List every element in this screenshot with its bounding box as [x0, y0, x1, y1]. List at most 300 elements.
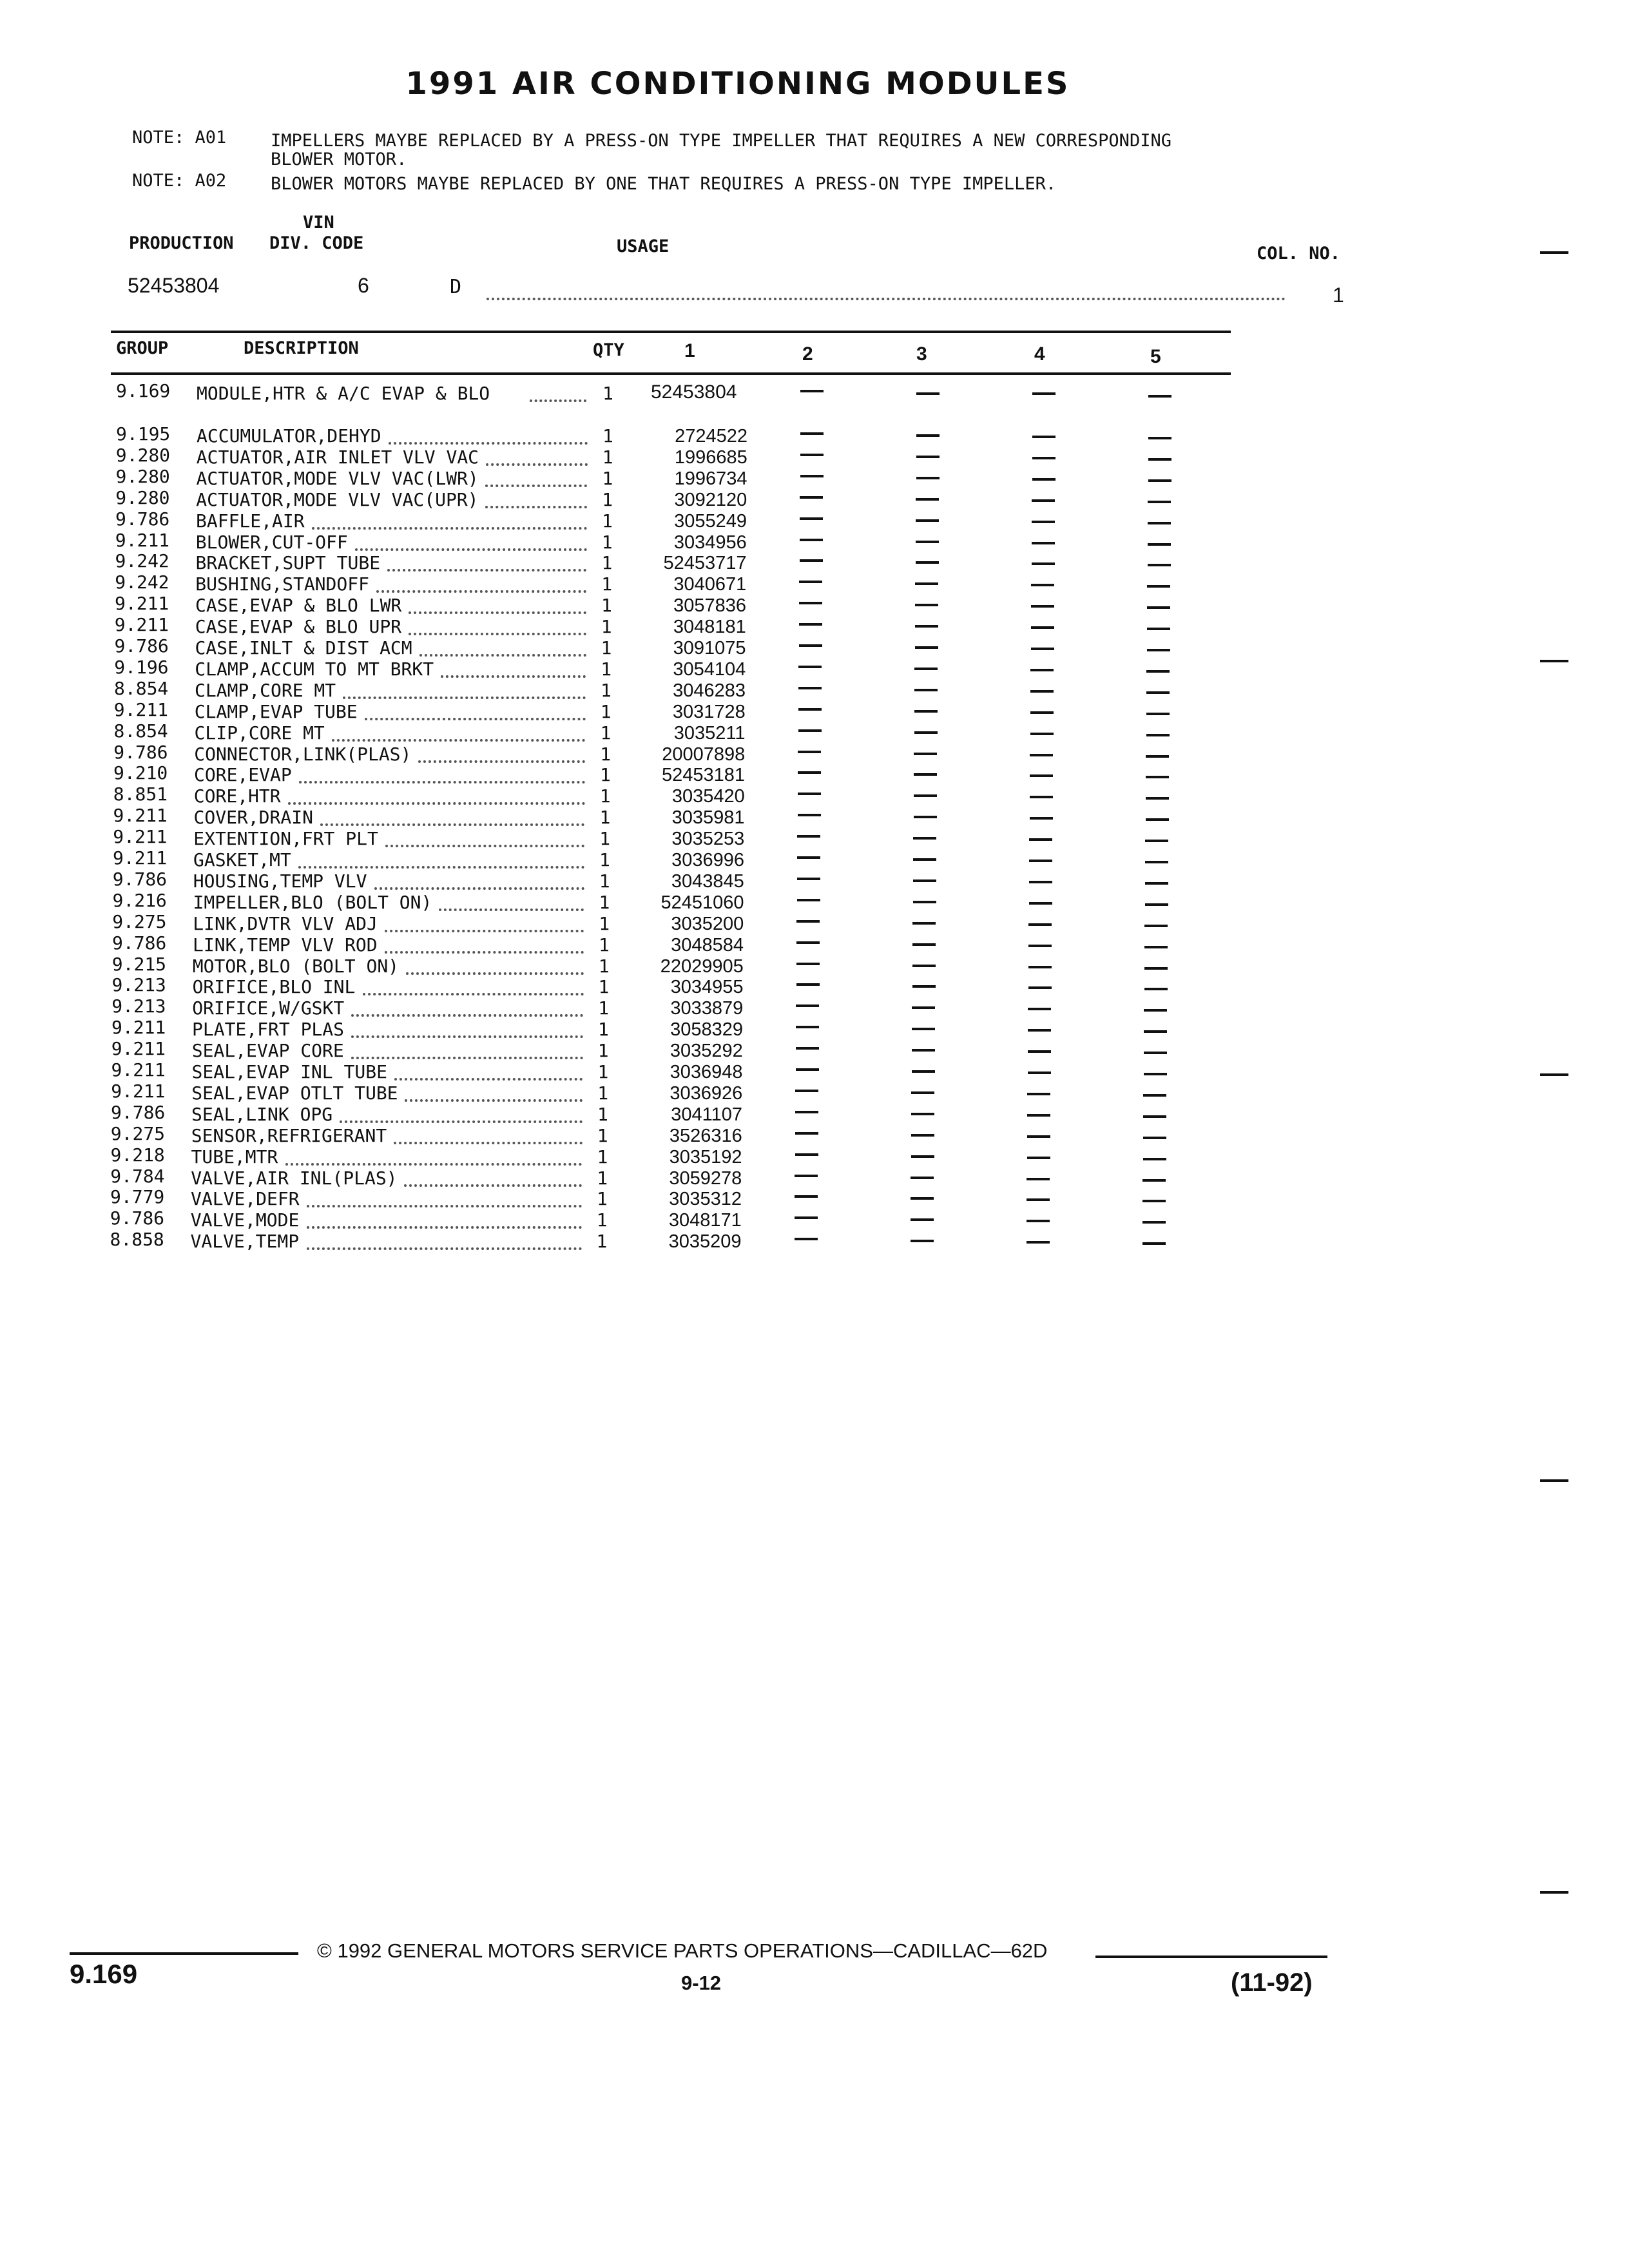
row-col2-dash: [798, 793, 821, 795]
row-leader-dots: [409, 609, 586, 614]
row-col2-dash: [800, 559, 823, 562]
row-group: 9.211: [113, 847, 168, 869]
row-col4-dash: [1028, 923, 1052, 926]
row-description: SEAL,EVAP INL TUBE: [191, 1061, 387, 1082]
row-col5-dash: [1148, 458, 1171, 461]
row-description: CORE,HTR: [193, 785, 281, 807]
row-col3-dash: [911, 1240, 934, 1242]
row-col5-dash: [1144, 1073, 1167, 1075]
row-col4-dash: [1032, 436, 1055, 438]
row-group: 9.242: [115, 572, 169, 593]
row-col5-dash: [1144, 1009, 1167, 1012]
row-leader-dots: [385, 927, 584, 932]
column-number: 1: [1333, 284, 1344, 307]
row-part-number: 3036996: [671, 850, 744, 870]
row-group: 9.786: [112, 868, 168, 890]
col3-header: 3: [916, 343, 927, 365]
row-group: 9.211: [111, 1059, 166, 1081]
col2-header: 2: [802, 343, 813, 365]
row-leader-dots: [419, 651, 586, 657]
row-col3-dash: [911, 1177, 934, 1179]
row-leader-dots: [485, 482, 587, 487]
row-qty: 1: [599, 807, 611, 829]
row-description: CASE,EVAP & BLO LWR: [195, 595, 402, 617]
row-description: VALVE,MODE: [190, 1209, 300, 1231]
row-col2-dash: [795, 1153, 818, 1156]
row-part-number: 52453181: [661, 765, 745, 786]
row-col5-dash: [1148, 437, 1171, 439]
row-col2-dash: [799, 581, 822, 583]
row-qty: 1: [601, 573, 613, 595]
row-col5-dash: [1147, 628, 1170, 630]
row-col2-dash: [800, 539, 823, 541]
row-col2-dash: [797, 856, 820, 859]
row-group: 9.786: [111, 1101, 166, 1123]
row-col4-dash: [1028, 986, 1052, 989]
row-col4-dash: [1028, 945, 1052, 947]
row-leader-dots: [355, 546, 587, 551]
usage-leader-dots: [487, 295, 1286, 300]
row-col5-dash: [1148, 543, 1171, 546]
row-qty: 1: [598, 976, 610, 998]
row-part-number: 20007898: [662, 744, 746, 765]
row-col3-dash: [913, 901, 936, 903]
vin-code: D: [450, 276, 462, 298]
row-col3-dash: [913, 879, 936, 882]
row-col2-dash: [796, 1047, 819, 1050]
vin-header: VIN: [303, 213, 334, 233]
row-col2-dash: [800, 496, 823, 499]
row-col3-dash: [915, 625, 938, 628]
row-part-number: 3046283: [673, 680, 746, 701]
row-col4-dash: [1028, 1072, 1051, 1074]
note-a01-text-cont: BLOWER MOTOR.: [271, 149, 407, 169]
row-col2-dash: [796, 1068, 819, 1071]
row-qty: 1: [600, 743, 612, 765]
row-qty: 1: [599, 870, 610, 892]
row-leader-dots: [365, 715, 586, 720]
row-col4-dash: [1027, 1178, 1050, 1180]
row-part-number: 3055249: [674, 510, 747, 532]
row-col5-dash: [1146, 691, 1170, 694]
edge-mark: [1540, 660, 1568, 662]
row-part-number: 3033879: [670, 998, 744, 1019]
row-col2-dash: [795, 1216, 818, 1219]
col4-header: 4: [1034, 343, 1045, 365]
main-row-leader: [530, 397, 586, 402]
row-col5-dash: [1143, 1137, 1166, 1139]
row-col2-dash: [797, 899, 820, 901]
row-col4-dash: [1028, 1029, 1051, 1032]
row-description: HOUSING,TEMP VLV: [193, 870, 367, 892]
row-col3-dash: [916, 541, 939, 543]
footer-section-code: 9.169: [70, 1959, 138, 1989]
row-col2-dash: [798, 771, 821, 774]
row-col2-dash: [800, 454, 824, 456]
row-col4-dash: [1031, 626, 1054, 629]
row-col3-dash: [911, 1113, 934, 1115]
row-leader-dots: [320, 821, 584, 826]
row-col2-dash: [799, 644, 822, 647]
row-description: BRACKET,SUPT TUBE: [195, 552, 381, 574]
row-col4-dash: [1027, 1114, 1050, 1117]
row-group: 9.211: [115, 593, 169, 615]
footer-left-rule: [70, 1952, 298, 1955]
note-a01-label: NOTE: A01: [132, 128, 227, 148]
row-qty: 1: [602, 467, 613, 489]
row-col3-dash: [914, 710, 938, 713]
row-col4-dash: [1028, 1008, 1051, 1010]
row-qty: 1: [601, 679, 612, 701]
row-col4-dash: [1032, 499, 1055, 502]
footer-page-number: 9-12: [681, 1972, 722, 1994]
row-col4-dash: [1031, 605, 1054, 608]
edge-mark: [1540, 1073, 1568, 1076]
table-top-rule: [111, 331, 1231, 333]
row-description: GASKET,MT: [193, 849, 291, 870]
row-qty: 1: [597, 1167, 608, 1189]
row-description: BAFFLE,AIR: [196, 510, 305, 532]
row-col4-dash: [1027, 1093, 1050, 1095]
row-col3-dash: [915, 604, 938, 606]
main-row-qty: 1: [602, 383, 613, 404]
row-part-number: 3040671: [673, 574, 747, 595]
row-col3-dash: [912, 985, 936, 988]
row-leader-dots: [405, 1097, 583, 1102]
description-col-header: DESCRIPTION: [244, 338, 359, 358]
row-part-number: 3048181: [673, 617, 746, 638]
row-part-number: 3031728: [672, 701, 746, 722]
row-group: 9.195: [116, 423, 171, 445]
row-col4-dash: [1030, 711, 1054, 714]
row-qty: 1: [599, 891, 610, 913]
row-col4-dash: [1027, 1135, 1050, 1138]
row-leader-dots: [332, 736, 585, 742]
row-col3-dash: [916, 477, 940, 479]
row-group: 8.851: [113, 783, 168, 805]
row-description: MOTOR,BLO (BOLT ON): [192, 955, 400, 977]
row-leader-dots: [307, 1224, 582, 1229]
row-col5-dash: [1148, 501, 1171, 503]
row-col5-dash: [1145, 882, 1168, 885]
row-leader-dots: [418, 758, 585, 763]
row-group: 9.216: [112, 889, 167, 911]
row-qty: 1: [600, 700, 612, 722]
row-description: SEAL,EVAP CORE: [191, 1040, 344, 1062]
row-part-number: 52453717: [663, 553, 747, 574]
row-part-number: 3036926: [670, 1082, 743, 1104]
row-description: BUSHING,STANDOFF: [195, 573, 369, 595]
row-group: 9.211: [113, 826, 168, 848]
col5-header: 5: [1150, 346, 1161, 367]
row-col5-dash: [1147, 606, 1170, 609]
note-a01-text: IMPELLERS MAYBE REPLACED BY A PRESS-ON TYPE IMPELLER THAT REQUIRES A NEW CORRESPONDING: [271, 131, 1171, 151]
row-col2-dash: [795, 1238, 818, 1240]
row-group: 9.280: [115, 486, 170, 508]
row-part-number: 3035420: [671, 786, 745, 807]
row-col3-dash: [912, 943, 936, 946]
row-col5-dash: [1145, 903, 1168, 906]
row-col3-dash: [914, 753, 937, 755]
row-group: 9.213: [111, 974, 166, 996]
row-group: 9.196: [114, 656, 169, 678]
row-description: LINK,DVTR VLV ADJ: [193, 912, 378, 934]
row-col3-dash: [912, 965, 936, 967]
row-group: 9.784: [110, 1165, 165, 1187]
row-description: CORE,EVAP: [194, 764, 292, 786]
row-col4-dash: [1030, 733, 1054, 735]
row-leader-dots: [389, 439, 588, 445]
row-part-number: 3035981: [671, 807, 745, 829]
row-description: CLAMP,EVAP TUBE: [194, 700, 358, 722]
row-part-number: 3054104: [673, 658, 746, 680]
row-col2-dash: [800, 517, 823, 520]
row-leader-dots: [312, 524, 587, 530]
row-col3-dash: [915, 582, 938, 585]
row-leader-dots: [485, 503, 587, 508]
main-row-col2-dash: [800, 390, 824, 392]
row-group: 9.218: [110, 1144, 165, 1166]
row-description: CONNECTOR,LINK(PLAS): [194, 743, 412, 765]
row-qty: 1: [602, 446, 613, 468]
row-col3-dash: [916, 519, 939, 522]
row-description: ORIFICE,BLO INL: [192, 976, 356, 998]
row-group: 9.275: [110, 1122, 166, 1144]
row-col3-dash: [914, 773, 937, 776]
row-col3-dash: [916, 498, 939, 501]
row-leader-dots: [486, 461, 588, 466]
row-part-number: 3048171: [668, 1210, 742, 1231]
row-col2-dash: [796, 920, 820, 923]
row-description: VALVE,TEMP: [190, 1231, 300, 1253]
row-col2-dash: [795, 1111, 818, 1113]
row-qty: 1: [597, 1124, 608, 1146]
row-leader-dots: [351, 1054, 583, 1059]
row-part-number: 3035200: [671, 913, 744, 934]
row-col3-dash: [914, 689, 938, 691]
row-col3-dash: [914, 731, 938, 734]
row-qty: 1: [597, 1188, 608, 1210]
row-col4-dash: [1030, 817, 1053, 820]
main-row-col3-dash: [916, 392, 940, 395]
row-qty: 1: [601, 616, 612, 638]
col-no-header: COL. NO.: [1257, 244, 1341, 264]
row-col5-dash: [1148, 564, 1171, 566]
row-description: ACTUATOR,MODE VLV VAC(UPR): [196, 488, 479, 510]
row-col3-dash: [915, 646, 938, 649]
row-group: 9.786: [110, 1207, 165, 1229]
row-col4-dash: [1032, 542, 1055, 544]
row-group: 9.210: [113, 762, 168, 784]
row-part-number: 3059278: [669, 1168, 742, 1189]
row-col4-dash: [1032, 478, 1055, 481]
row-group: 9.211: [113, 698, 169, 720]
row-part-number: 1996734: [674, 468, 747, 489]
row-part-number: 3057836: [673, 595, 746, 617]
row-group: 9.213: [111, 995, 166, 1017]
row-col4-dash: [1030, 669, 1054, 671]
row-part-number: 3036948: [670, 1062, 743, 1082]
row-col5-dash: [1146, 755, 1169, 758]
row-col2-dash: [795, 1090, 818, 1092]
row-leader-dots: [307, 1202, 582, 1207]
row-description: CASE,EVAP & BLO UPR: [195, 616, 402, 638]
footer-right-rule: [1095, 1956, 1327, 1958]
row-description: EXTENTION,FRT PLT: [193, 828, 378, 850]
row-col3-dash: [914, 668, 938, 670]
row-col4-dash: [1032, 562, 1055, 565]
row-leader-dots: [285, 1160, 583, 1166]
row-col3-dash: [911, 1197, 934, 1200]
row-description: IMPELLER,BLO (BOLT ON): [193, 891, 432, 913]
row-description: COVER,DRAIN: [193, 807, 313, 829]
row-leader-dots: [439, 906, 584, 911]
row-col3-dash: [911, 1091, 934, 1094]
row-col5-dash: [1142, 1179, 1166, 1182]
row-col3-dash: [912, 1006, 935, 1009]
row-description: SEAL,EVAP OTLT TUBE: [191, 1082, 398, 1104]
edge-mark: [1540, 1479, 1568, 1482]
row-part-number: 3035209: [668, 1231, 742, 1253]
row-group: 9.280: [115, 465, 170, 487]
row-qty: 1: [597, 1146, 608, 1168]
row-qty: 1: [596, 1209, 608, 1231]
row-col3-dash: [913, 837, 936, 840]
row-part-number: 52451060: [660, 892, 744, 913]
row-leader-dots: [441, 673, 586, 678]
row-col4-dash: [1029, 881, 1052, 883]
row-col4-dash: [1032, 457, 1055, 459]
row-group: 9.786: [113, 741, 168, 763]
row-col5-dash: [1146, 818, 1169, 821]
row-col4-dash: [1029, 838, 1052, 841]
row-col4-dash: [1030, 796, 1053, 798]
row-col4-dash: [1032, 521, 1055, 523]
row-description: ORIFICE,W/GSKT: [192, 997, 345, 1019]
row-description: LINK,TEMP VLV ROD: [193, 934, 378, 956]
row-leader-dots: [374, 885, 584, 890]
row-part-number: 3058329: [670, 1019, 743, 1041]
row-description: SEAL,LINK OPG: [191, 1103, 333, 1125]
row-col2-dash: [798, 666, 822, 668]
row-qty: 1: [602, 510, 613, 532]
row-col2-dash: [800, 432, 824, 435]
footer-date: (11-92): [1231, 1968, 1313, 1997]
row-part-number: 3041107: [671, 1104, 742, 1125]
row-description: VALVE,AIR INL(PLAS): [191, 1167, 398, 1189]
row-qty: 1: [599, 828, 611, 850]
row-group: 9.211: [115, 529, 170, 551]
row-group: 9.786: [114, 635, 169, 657]
row-qty: 1: [600, 722, 612, 744]
row-col5-dash: [1146, 713, 1170, 715]
row-leader-dots: [298, 863, 584, 869]
row-description: BLOWER,CUT-OFF: [195, 531, 348, 553]
row-qty: 1: [601, 531, 613, 553]
row-col4-dash: [1031, 584, 1054, 586]
row-col2-dash: [798, 708, 822, 711]
row-col4-dash: [1028, 1050, 1051, 1053]
row-leader-dots: [385, 948, 584, 954]
row-part-number: 3035292: [670, 1041, 743, 1062]
row-qty: 1: [600, 764, 611, 786]
main-row-part: 52453804: [651, 381, 737, 403]
row-part-number: 3091075: [673, 638, 746, 658]
row-col3-dash: [911, 1134, 934, 1137]
row-group: 9.242: [115, 550, 169, 572]
row-qty: 1: [598, 955, 610, 977]
note-a02-text: BLOWER MOTORS MAYBE REPLACED BY ONE THAT REQUIRES A PRESS-ON TYPE IMPELLER.: [271, 174, 1057, 194]
row-group: 9.786: [112, 932, 167, 954]
row-leader-dots: [409, 630, 586, 635]
row-col5-dash: [1144, 925, 1168, 927]
row-qty: 1: [601, 552, 613, 574]
row-col2-dash: [799, 623, 822, 626]
row-col5-dash: [1148, 522, 1171, 524]
row-col5-dash: [1146, 797, 1169, 800]
row-description: ACTUATOR,MODE VLV VAC(LWR): [196, 467, 479, 489]
row-col3-dash: [916, 434, 940, 437]
row-col4-dash: [1027, 1220, 1050, 1222]
row-col2-dash: [798, 729, 822, 732]
row-col3-dash: [912, 1028, 935, 1030]
note-a02-label: NOTE: A02: [132, 171, 227, 191]
row-description: VALVE,DEFR: [191, 1188, 300, 1210]
row-group: 9.211: [113, 805, 168, 827]
row-group: 9.280: [115, 444, 171, 466]
row-col5-dash: [1144, 1052, 1167, 1054]
production-header: PRODUCTION: [129, 233, 234, 253]
edge-mark: [1540, 251, 1568, 254]
row-group: 8.858: [110, 1229, 164, 1251]
edge-mark: [1540, 1891, 1568, 1894]
row-description: CLAMP,ACCUM TO MT BRKT: [195, 658, 434, 680]
row-col3-dash: [913, 858, 936, 861]
row-col2-dash: [800, 475, 824, 477]
row-leader-dots: [288, 800, 585, 805]
row-part-number: 3526316: [669, 1125, 742, 1146]
row-col4-dash: [1030, 754, 1053, 756]
row-col4-dash: [1030, 690, 1054, 693]
row-description: ACTUATOR,AIR INLET VLV VAC: [196, 446, 479, 468]
row-qty: 1: [602, 488, 613, 510]
row-qty: 1: [599, 785, 611, 807]
row-col4-dash: [1028, 966, 1052, 968]
row-leader-dots: [299, 778, 585, 783]
row-part-number: 3035312: [669, 1189, 742, 1210]
row-col5-dash: [1144, 1030, 1167, 1033]
row-col4-dash: [1029, 902, 1052, 905]
row-col5-dash: [1143, 1158, 1166, 1160]
row-col2-dash: [798, 687, 822, 689]
row-col5-dash: [1146, 670, 1170, 673]
page-title: 1991 AIR CONDITIONING MODULES: [405, 66, 1070, 102]
row-group: 9.211: [111, 1017, 166, 1039]
row-part-number: 3043845: [671, 870, 744, 892]
main-row-group: 9.169: [116, 380, 171, 401]
row-group: 9.786: [115, 508, 170, 530]
footer-copyright: © 1992 GENERAL MOTORS SERVICE PARTS OPERATIONS—CADILLAC—62D: [317, 1939, 1048, 1962]
row-col2-dash: [796, 1026, 819, 1028]
row-col5-dash: [1144, 967, 1168, 970]
row-col4-dash: [1027, 1198, 1050, 1201]
row-col5-dash: [1145, 840, 1168, 842]
row-qty: 1: [598, 997, 610, 1019]
row-col4-dash: [1027, 1157, 1050, 1159]
production-number: 52453804: [128, 274, 220, 297]
row-description: ACCUMULATOR,DEHYD: [197, 425, 381, 447]
row-description: PLATE,FRT PLAS: [192, 1019, 345, 1041]
